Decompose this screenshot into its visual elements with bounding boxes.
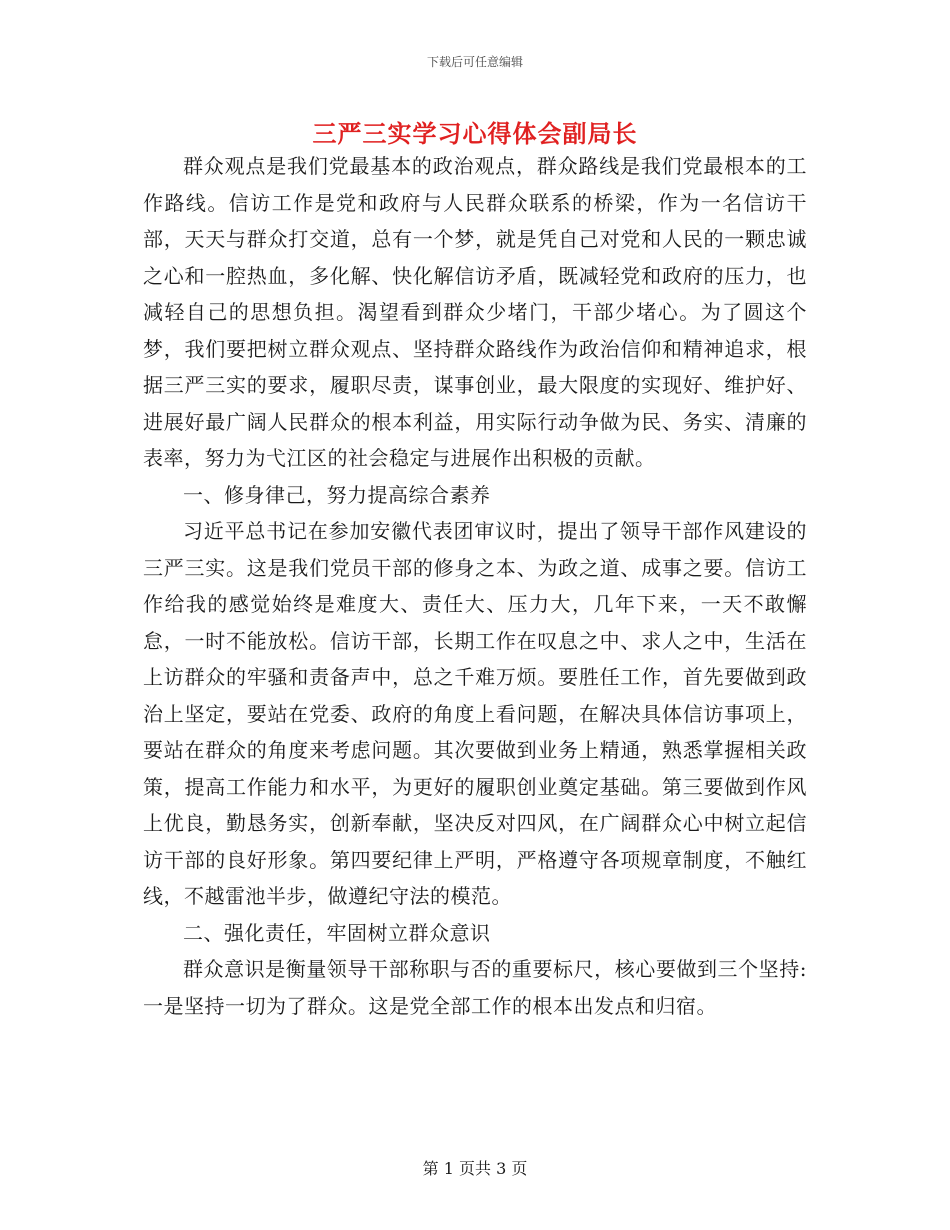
section-2-paragraph: 群众意识是衡量领导干部称职与否的重要标尺，核心要做到三个坚持:一是坚持一切为了群众。这是党全部工作的根本出发点和归宿。 xyxy=(143,957,807,1018)
page-header-note: 下载后可任意编辑 xyxy=(426,55,523,69)
section-1-paragraph: 习近平总书记在参加安徽代表团审议时，提出了领导干部作风建设的三严三实。这是我们党员干部的修身之本、为政之道、成事之要。信访工作给我的感觉始终是难度大、责任大、压力大，几年下来，一天不敢懈怠，一时不能放松。信访干部，长期工作在叹息之中、求人之中，生活在上访群众的牢骚和责备声中，总之千难万烦。要胜任工作，首先要做到政治上坚定，要站在党委、政府的角度上看问题，在解决具体信访事项上，要站在群众的角度来考虑问题。其次要做到业务上精通，熟悉掌握相关政策，提高工作能力和水平，为更好的履职创业奠定基础。第三要做到作风上优良，勤恳务实，创新奉献，坚决反对四风，在广阔群众心中树立起信访干部的良好形象。第四要纪律上严明，严格遵守各项规章制度，不触红线，不越雷池半步，做遵纪守法的模范。 xyxy=(143,519,807,908)
section-heading-1: 一、修身律己，努力提高综合素养 xyxy=(183,482,491,507)
intro-paragraph: 群众观点是我们党最基本的政治观点，群众路线是我们党最根本的工作路线。信访工作是党和政府与人民群众联系的桥梁，作为一名信访干部，天天与群众打交道，总有一个梦，就是凭自己对党和人民的一颗忠诚之心和一腔热血，多化解、快化解信访矛盾，既减轻党和政府的压力，也减轻自己的思想负担。渴望看到群众少堵门，干部少堵心。为了圆这个梦，我们要把树立群众观点、坚持群众路线作为政治信仰和精神追求，根据三严三实的要求，履职尽责，谋事创业，最大限度的实现好、维护好、进展好最广阔人民群众的根本利益，用实际行动争做为民、务实、清廉的表率，努力为弋江区的社会稳定与进展作出积极的贡献。 xyxy=(143,154,807,470)
document-title: 三严三实学习心得体会副局长 xyxy=(312,120,638,148)
section-heading-2: 二、强化责任，牢固树立群众意识 xyxy=(183,920,491,945)
page-number: 第 1 页共 3 页 xyxy=(422,1159,528,1178)
document-body xyxy=(143,148,807,1024)
